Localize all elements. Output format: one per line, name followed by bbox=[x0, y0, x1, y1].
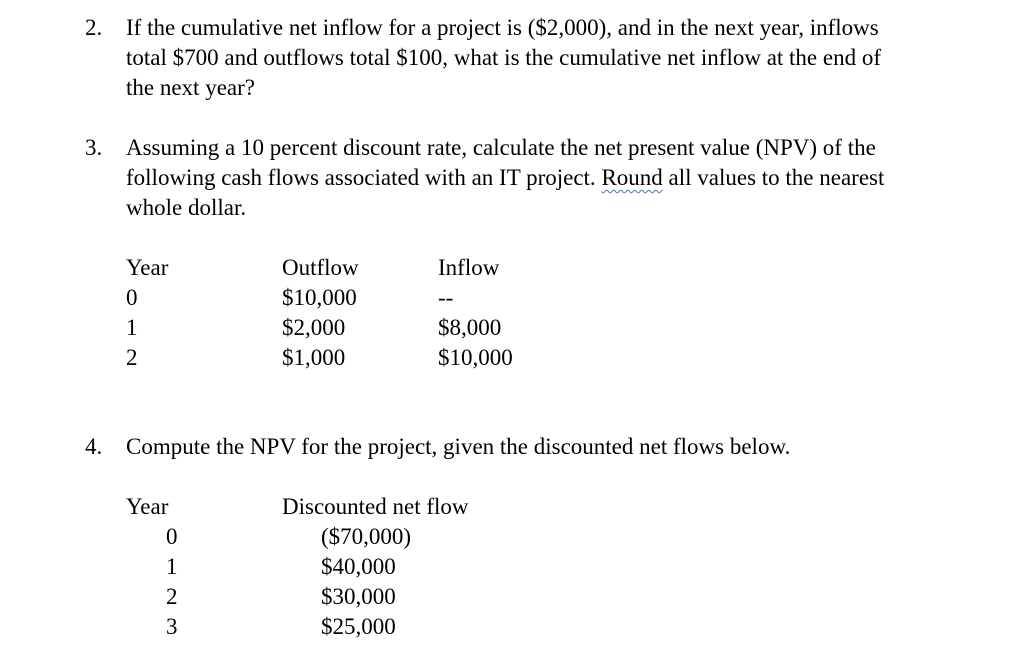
table-cell: 1 bbox=[126, 315, 138, 340]
table-header-year: Year bbox=[126, 494, 169, 519]
table-cell: -- bbox=[438, 285, 454, 310]
question-line: the next year? bbox=[126, 75, 255, 100]
table-header-outflow: Outflow bbox=[282, 255, 359, 280]
table-cell: $10,000 bbox=[282, 285, 357, 310]
question-line-rest: all values to the nearest bbox=[662, 165, 885, 190]
question-text bbox=[126, 432, 996, 462]
question-line: Assuming a 10 percent discount rate, calculate the net present value (NPV) of the bbox=[126, 135, 876, 160]
question-line bbox=[126, 163, 996, 193]
table-cell: 3 bbox=[166, 614, 178, 639]
table-cell: ($70,000) bbox=[321, 524, 412, 549]
question-line: If the cumulative net inflow for a project is ($2,000), and in the next year, inflows bbox=[126, 15, 879, 40]
table-cell: $8,000 bbox=[438, 315, 502, 340]
question-line: whole dollar. bbox=[126, 195, 247, 220]
table-cell: 0 bbox=[126, 285, 138, 310]
table-header-year: Year bbox=[126, 255, 169, 280]
table-header-discounted-net-flow: Discounted net flow bbox=[282, 494, 469, 519]
table-cell: $40,000 bbox=[321, 554, 396, 579]
question-line: Compute the NPV for the project, given the discounted net flows below. bbox=[126, 434, 791, 459]
question-line: total $700 and outflows total $100, what is the cumulative net inflow at the end of bbox=[126, 45, 882, 70]
table-cell: $10,000 bbox=[438, 345, 513, 370]
table-cell: 2 bbox=[166, 584, 178, 609]
table-header-inflow: Inflow bbox=[438, 255, 500, 280]
question-number: 4. bbox=[85, 434, 103, 459]
question-line-start: following cash flows associated with an IT project. bbox=[126, 165, 602, 190]
table-cell: $1,000 bbox=[282, 345, 346, 370]
table-cell: $2,000 bbox=[282, 315, 346, 340]
table-cell: $30,000 bbox=[321, 584, 396, 609]
table-cell: 0 bbox=[166, 524, 178, 549]
table-cell: $25,000 bbox=[321, 614, 396, 639]
table-cell: 2 bbox=[126, 345, 138, 370]
table-cell: 1 bbox=[166, 554, 178, 579]
question-text bbox=[126, 13, 996, 103]
spellcheck-flagged-word[interactable]: Round bbox=[601, 165, 663, 190]
question-number: 3. bbox=[85, 135, 103, 160]
question-number: 2. bbox=[85, 15, 103, 40]
question-text bbox=[126, 133, 996, 223]
